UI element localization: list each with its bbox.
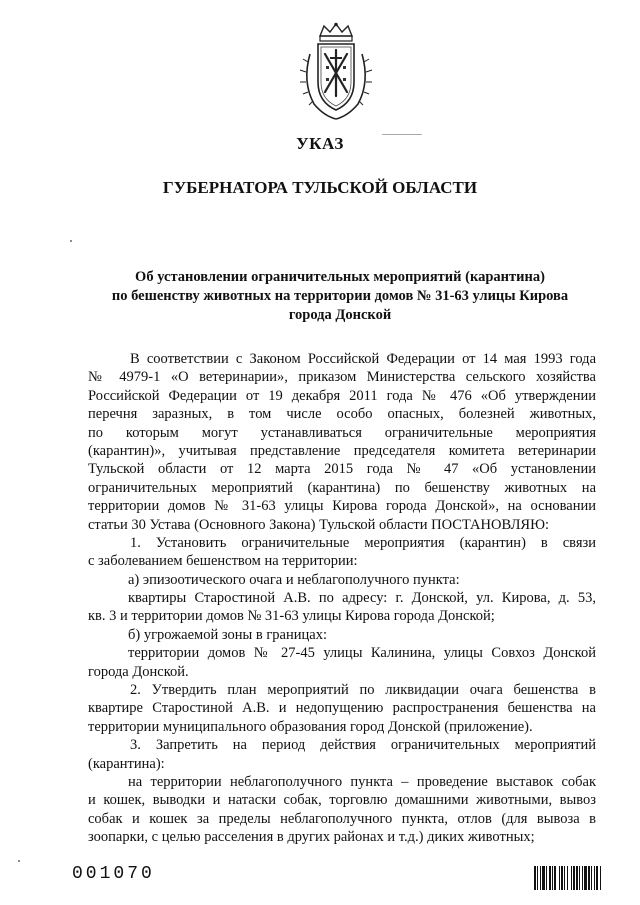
body-line: ограничительных мероприятий (карантина) по бешенству животных на (88, 479, 596, 496)
body-line: Тульской области от 12 марта 2015 года № 47 «Об установлении (88, 461, 596, 478)
scan-speck (382, 134, 422, 135)
body-line: города Донской. (88, 663, 189, 680)
body-line: (карантина): (88, 755, 165, 772)
body-line: 3. Запретить на период действия ограничительных мероприятий (130, 737, 596, 754)
body-line: кв. 3 и территории домов № 31-63 улицы Кирова города Донской; (88, 608, 495, 625)
body-line: собак и кошек за пределы неблагополучного пункта, отлов (для вывоза в (88, 810, 596, 827)
body-line: 2. Утвердить план мероприятий по ликвидации очага бешенства в (130, 682, 596, 699)
scan-speck (18, 860, 20, 862)
body-line: квартире Старостиной А.В. и недопущению распространения бешенства на (88, 700, 596, 717)
barcode-icon (534, 866, 630, 890)
body-line: Российской Федерации от 19 декабря 2011 года № 476 «Об утверждении (88, 387, 596, 404)
body-line: территории муниципального образования город Донской (приложение). (88, 718, 533, 735)
body-line: 1. Установить ограничительные мероприятия (карантин) в связи (130, 534, 596, 551)
serial-number: 001070 (72, 864, 155, 884)
decree-heading (70, 268, 610, 325)
body-line: с заболеванием бешенством на территории: (88, 553, 358, 570)
body-line: а) эпизоотического очага и неблагополучного пункта: (128, 571, 460, 588)
issuing-office-title: ГУБЕРНАТОРА ТУЛЬСКОЙ ОБЛАСТИ (162, 178, 478, 197)
decree-title: УКАЗ (296, 134, 344, 153)
body-line: зоопарки, с целью расселения в других районах и т.д.) диких животных; (88, 829, 535, 846)
body-line: территории домов № 27-45 улицы Калинина, улицы Совхоз Донской (128, 645, 596, 662)
body-line: на территории неблагополучного пункта – проведение выставок собак (128, 773, 596, 790)
heading-line: по бешенству животных на территории домов № 31-63 улицы Кирова (111, 288, 569, 304)
body-line: № 4979-1 «О ветеринарии», приказом Министерства сельского хозяйства (88, 369, 596, 386)
decree-body (88, 350, 596, 847)
body-line: территории домов № 31-63 улицы Кирова города Донской», на основании (88, 498, 596, 515)
coat-of-arms-icon (296, 22, 376, 122)
body-line: В соответствии с Законом Российской Федерации от 14 мая 1993 года (130, 351, 596, 367)
scan-speck (70, 240, 72, 242)
body-line: статьи 30 Устава (Основного Закона) Тульской области ПОСТАНОВЛЯЮ: (88, 516, 550, 533)
heading-line: Об установлении ограничительных мероприятий (карантина) (135, 269, 545, 285)
body-line: перечня заразных, в том числе особо опасных, болезней животных, (88, 406, 596, 423)
body-line: квартиры Старостиной А.В. по адресу: г. Донской, ул. Кирова, д. 53, (128, 590, 596, 607)
body-line: по которым могут устанавливаться ограничительные мероприятия (88, 424, 596, 441)
heading-line: города Донской (288, 307, 392, 323)
body-line: б) угрожаемой зоны в границах: (128, 626, 327, 643)
body-line: и кошек, выводки и натаски собак, торговлю домашними животными, вывоз (88, 792, 596, 809)
body-line: (карантин)», учитывая представление председателя комитета ветеринарии (88, 442, 596, 459)
